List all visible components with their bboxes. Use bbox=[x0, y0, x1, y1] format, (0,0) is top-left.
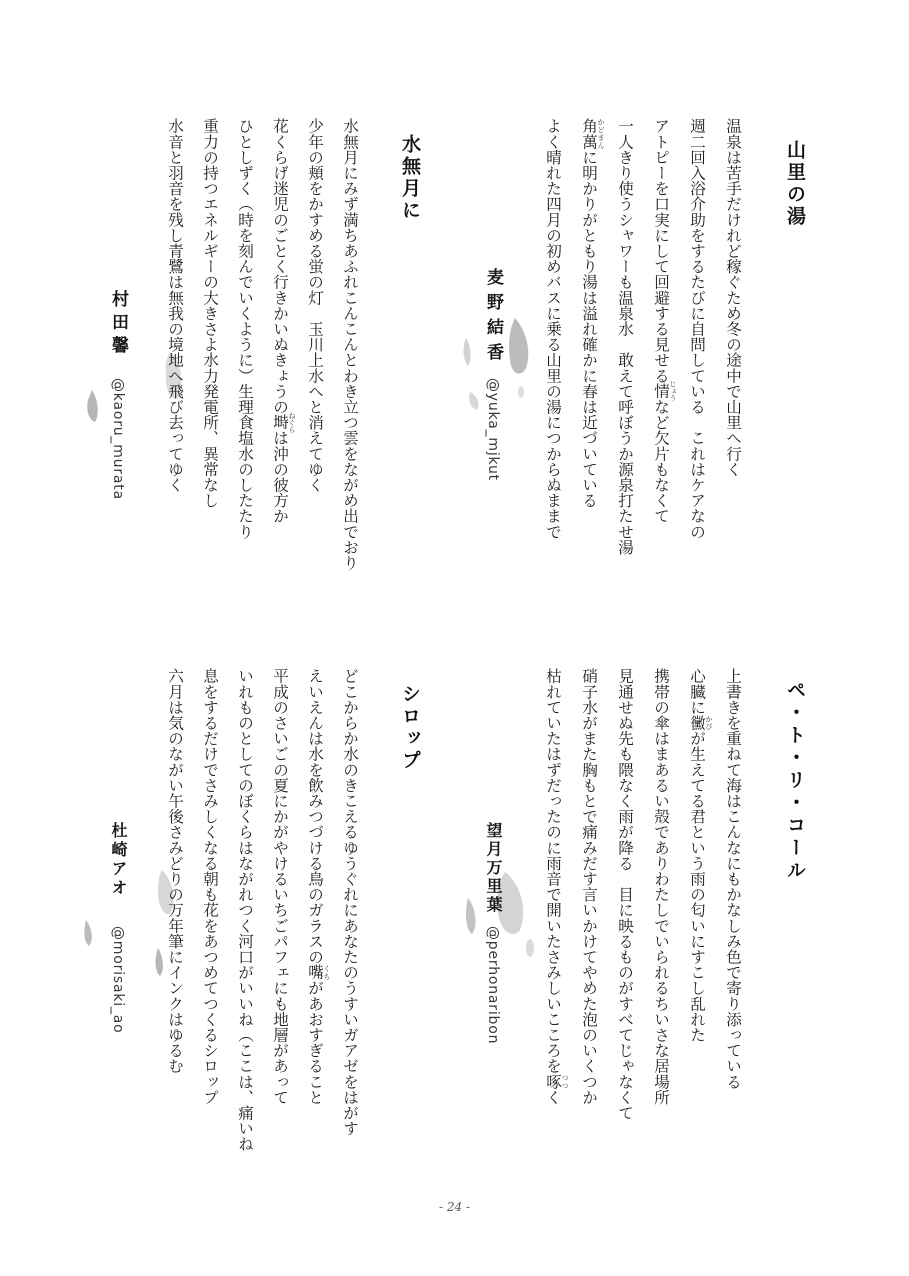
author-handle: @kaoru_murata bbox=[110, 378, 126, 500]
ruby-base: 黴 bbox=[688, 714, 706, 731]
line-text: 花くらげ迷児のごとく行きかいぬきょうの bbox=[271, 118, 289, 415]
poem-body bbox=[157, 118, 367, 570]
ruby-base: 塒 bbox=[271, 411, 289, 433]
author-name: 村田馨 bbox=[108, 290, 128, 359]
line-text: えいえんは水を飲みつづける鳥のガラスの bbox=[306, 668, 324, 965]
poem-line: 一人きり使うシャワーも温泉水 敢えて呼ぼうか源泉打たせ湯 bbox=[616, 118, 634, 555]
poem-line: 上書きを重ねて海はこんなにもかなしみ色で寄り添っている bbox=[724, 668, 742, 1090]
ruby-reading: ねぐら bbox=[288, 411, 296, 433]
ruby-reading: くち bbox=[323, 964, 331, 980]
poem-line: 見通せぬ先も隈なく雨が降る 目に映るものがすべてじゃなくて bbox=[616, 668, 634, 1121]
poem-title: シロップ bbox=[399, 684, 421, 772]
poem-body bbox=[535, 668, 751, 1120]
author-name: 杜崎アオ bbox=[109, 822, 128, 898]
poem-line: 携帯の傘はまあるい殻でありわたしでいられるちいさな居場所 bbox=[652, 668, 670, 1105]
poem-line bbox=[262, 118, 297, 570]
ruby-base: 啄 bbox=[544, 1073, 562, 1090]
poem-title: 水無月に bbox=[399, 134, 421, 222]
poem-line: ひとしずく（時を刻んでいくように）生理食塩水のしたたり bbox=[236, 118, 254, 540]
poem-line bbox=[571, 118, 607, 555]
ruby-base: 嘴 bbox=[306, 964, 324, 981]
poem-title: ペ・ト・リ・コール bbox=[784, 680, 806, 883]
ruby-word bbox=[688, 714, 713, 731]
poem-body bbox=[535, 118, 751, 555]
ruby-word bbox=[271, 411, 296, 433]
poem-line: 平成のさいごの夏にかがやけるいちごパフェにも地層があって bbox=[271, 668, 289, 1105]
author-handle: @morisaki_ao bbox=[110, 926, 126, 1034]
ruby-reading: かどまん bbox=[597, 118, 605, 150]
line-text: 枯れていたはずだったのに雨音で開いたさみしいこころを bbox=[544, 668, 562, 1074]
ink-splash bbox=[526, 939, 534, 957]
line-text: に明かりがともり湯は溢れ確かに春は近づいている bbox=[580, 149, 598, 509]
ruby-reading: かび bbox=[705, 714, 713, 731]
ruby-word bbox=[544, 1073, 569, 1090]
poem-line: 息をするだけでさみしくなる朝も花をあつめてつくるシロップ bbox=[201, 668, 219, 1105]
poem-line: 六月は気のながい午後さみどりの万年筆にインクはゆるむ bbox=[166, 668, 184, 1074]
author-name: 望月万里葉 bbox=[484, 822, 503, 915]
poem-line bbox=[297, 668, 332, 1152]
ruby-reading: つつ bbox=[561, 1073, 569, 1090]
line-text: など欠片もなくて bbox=[652, 398, 670, 524]
poem-line: いれものとしてのぼくらはながれつく河口がいいね（ここは、痛いね bbox=[236, 668, 254, 1152]
line-text: 心臓に bbox=[688, 668, 706, 715]
poem-title: 山里の湯 bbox=[784, 140, 806, 228]
ruby-base: 情 bbox=[652, 380, 670, 402]
poem-line: 重力の持つエネルギーの大きさよ水力発電所、異常なし bbox=[201, 118, 219, 508]
poem-line: どこからか水のきこえるゆうぐれにあなたのうすいガアゼをはがす bbox=[341, 668, 359, 1136]
poem-line: 水音と羽音を残し青鷺は無我の境地へ飛び去ってゆく bbox=[166, 118, 184, 493]
poem-line bbox=[535, 668, 571, 1120]
line-text: が生えてる君という雨の匂いにすこし乱れた bbox=[688, 730, 706, 1043]
poem-line bbox=[679, 668, 715, 1120]
ruby-base: 角萬 bbox=[580, 118, 598, 150]
poem-line: 少年の頬をかすめる蛍の灯 玉川上水へと消えてゆく bbox=[306, 118, 324, 493]
ink-splash bbox=[464, 338, 471, 366]
ink-splash bbox=[518, 386, 524, 398]
poem-line bbox=[643, 118, 679, 555]
ink-splash bbox=[87, 390, 98, 422]
ruby-reading: じょう bbox=[669, 380, 677, 402]
ink-splash bbox=[509, 318, 528, 374]
line-text: があおすぎること bbox=[306, 980, 324, 1105]
ruby-word bbox=[306, 964, 331, 981]
ruby-word bbox=[580, 118, 605, 150]
ink-splash bbox=[84, 920, 92, 946]
author-name: 麦野結香 bbox=[483, 268, 503, 368]
poem-body bbox=[157, 668, 367, 1152]
author-handle: @perhonaribon bbox=[485, 926, 501, 1045]
poem-line: 温泉は苦手だけれど稼ぐため冬の途中で山里へ行く bbox=[724, 118, 742, 477]
line-text: く bbox=[544, 1089, 562, 1105]
page-number: - 24 - bbox=[438, 1200, 470, 1214]
author-handle: @yuka_mjkut bbox=[485, 378, 501, 481]
poem-line: 硝子水がまた胸もとで痛みだす言いかけてやめた泡のいくつか bbox=[580, 668, 598, 1105]
poem-line: 週二回入浴介助をするたびに自問している これはケアなの bbox=[688, 118, 706, 540]
ink-splash bbox=[466, 898, 476, 934]
poem-line: 水無月にみず満ちあふれこんこんとわき立つ雲をながめ出でおり bbox=[341, 118, 359, 571]
ink-splash bbox=[469, 392, 478, 410]
ruby-word bbox=[652, 380, 677, 402]
line-text: は沖の彼方か bbox=[271, 430, 289, 524]
poem-line: よく晴れた四月の初めバスに乗る山里の湯につからぬままで bbox=[544, 118, 562, 540]
line-text: アトピーを口実にして回避する見せる bbox=[652, 118, 670, 384]
